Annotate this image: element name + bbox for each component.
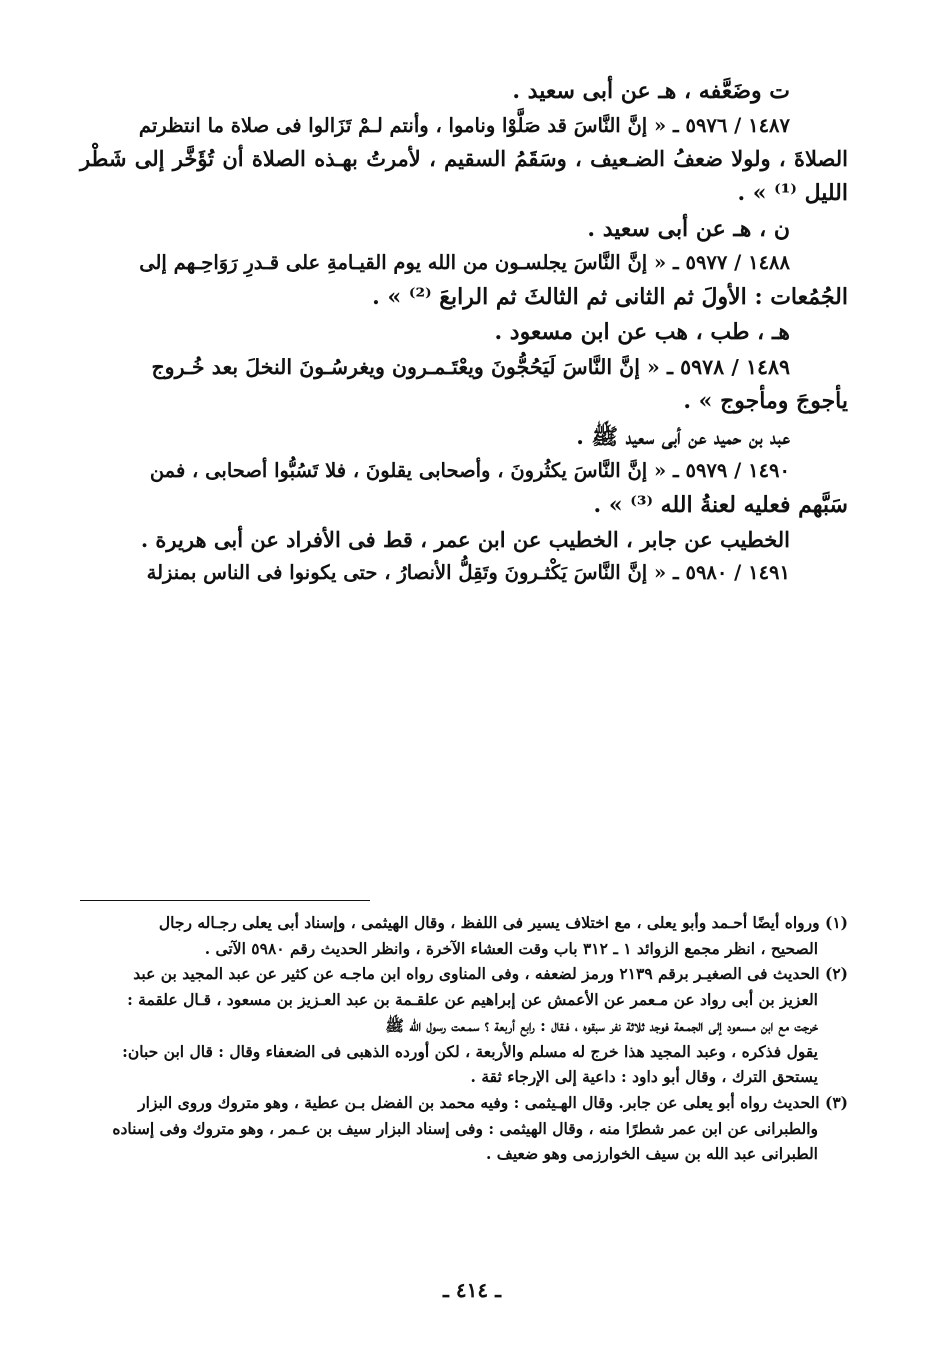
- footnote-2-line: يقول فذكره ، وعبد المجيد هذا خرج له مسلم والأربعة ، لكن أورده الذهبى فى الضعفاء وقال : قال ابن حبان:: [122, 1041, 818, 1061]
- footnote-2-line: العزيز بن أبى رواد عن مـعمر عن الأعمش عن إبراهيم عن علقـمة بن عبد العـزيز بن مسعود ، قـال علقمة :: [127, 990, 818, 1010]
- hadith-1489-line-1: ١٤٨٩ / ٥٩٧٨ ـ « إنَّ النَّاسَ لَيَحُجُّونَ ويعْتَـمـرون ويغرسُـونَ النخلَ بعد خُـروج: [151, 354, 790, 379]
- source-line: هـ ، طب ، هب عن ابن مسعود .: [494, 319, 790, 345]
- source-line: الخطيب عن جابر ، الخطيب عن ابن عمر ، قط فى الأفراد عن أبى هريرة .: [140, 527, 790, 552]
- footnote-3-line: الطبرانى عبد الله بن سيف الخوارزمى وهو ضعيف .: [485, 1144, 818, 1164]
- footnote-3-line: والطبرانى عن ابن عمر شطرًا منه ، وقال الهيثمى : وفى إسناد البزار سيف بن عـمر ، وهو متروك وفى إسناده: [112, 1118, 818, 1138]
- source-line: عبد بن حميد عن أبى سعيد ﷺ .: [576, 423, 790, 450]
- footnote-1-line: (١) ورواه أيضًا أحـمد وأبو يعلى ، مع اختلاف يسير فى اللفظ ، وقال الهيثمى ، وإسناد أبى يعلى رجـاله رجال: [158, 913, 848, 932]
- footnote-2-line: يستحق الترك ، وقال أبو داود : داعية إلى الإرجاء ثقة .: [470, 1067, 818, 1087]
- hadith-1488-line-1: ١٤٨٨ / ٥٩٧٧ ـ « إنَّ النَّاسَ يجلسـون من الله يوم القيـامةِ على قـدرِ رَوَاحِـهم إلى: [139, 251, 790, 275]
- hadith-1490-line-1: ١٤٩٠ / ٥٩٧٩ ـ « إنَّ النَّاسَ يكثُرونَ ، وأصحابى يقلونَ ، فلا تَسُبُّوا أصحابى ، فمن: [149, 459, 790, 483]
- footnote-2-line: خرجت مع ابن مـسعود إلى الجمـعة فوجد ثلاثة نفر سبقوه ، فـقال : رابع أربعة ؟ سمـعت رسول الله ﷺ: [385, 1015, 818, 1035]
- main-text: [80, 78, 848, 586]
- hadith-1487-line-1: ١٤٨٧ / ٥٩٧٦ ـ « إنَّ النَّاسَ قد صَلَّوْا وناموا ، وأنتم لـمْ تَزَالوا فى صلاة ما انتظرتم: [138, 113, 790, 137]
- hadith-1491-line-1: ١٤٩١ / ٥٩٨٠ ـ « إنَّ النَّاسَ يَكْثـرونَ وتَقِلُّ الأنصارُ ، حتى يكونوا فى الناس بمنزلة: [146, 561, 790, 585]
- text-line: ت وضَعَّفه ، هـ عن أبى سعيد .: [512, 78, 790, 104]
- hadith-1488-line-2: الجُمُعات : الأولَ ثم الثانى ثم الثالثَ ثم الرابعَ ⁽²⁾ » .: [372, 283, 848, 310]
- footnotes: [80, 910, 848, 1167]
- source-line: ن ، هـ عن أبى سعيد .: [587, 215, 790, 242]
- footnote-3-line: (٣) الحديث رواه أبو يعلى عن جابر. وقال الهـيثمى : وفيه محمد بن الفضل بـن عطية ، وهو متروك وروى البزار: [138, 1093, 848, 1113]
- footnote-2-line: (٢) الحديث فى الصغيـر برقم ٢١٣٩ ورمز لضعفه ، وفى المناوى رواه ابن ماجـه عن كثير عن عبد المجيد بن عبد: [133, 964, 848, 984]
- page-number: ـ ٤١٤ ـ: [443, 1278, 501, 1302]
- footnote-divider: [80, 900, 370, 901]
- hadith-1487-line-2: الصلاةَ ، ولولا ضعفُ الضـعيف ، وسَقَمُ السقيم ، لأمرتُ بهـذه الصلاة أن تُؤَخَّر إلى شَطْر: [80, 145, 848, 171]
- hadith-1490-line-2: سَبَّهم فعليه لعنةُ الله ⁽³⁾ » .: [593, 491, 848, 518]
- hadith-1487-line-3: الليل ⁽¹⁾ » .: [737, 180, 848, 207]
- hadith-1489-line-2: يأجوجَ ومأجوج » .: [683, 388, 848, 415]
- footnote-1-line: الصحيح ، انظر مجمع الزوائد ١ ـ ٣١٢ باب وقت العشاء الآخرة ، وانظر الحديث رقم ٥٩٨٠ الآتى .: [204, 938, 818, 958]
